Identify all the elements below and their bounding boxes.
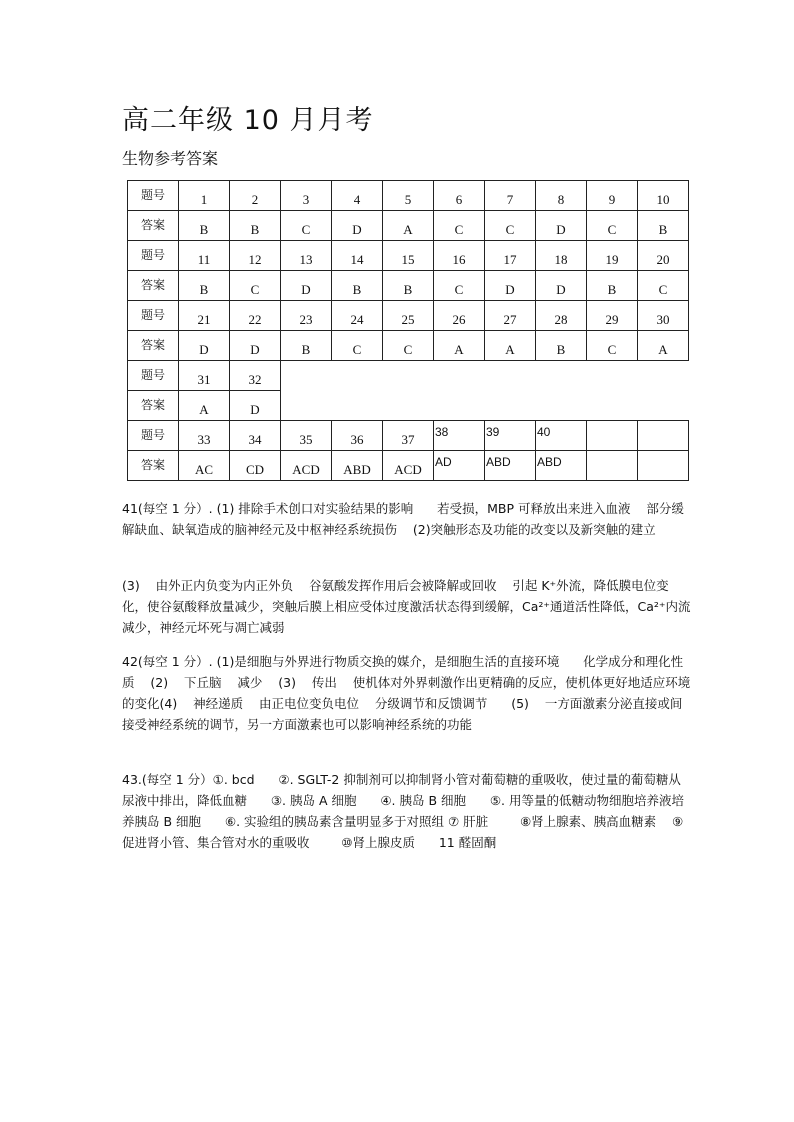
answer-table	[127, 180, 689, 481]
table-cell: B	[536, 331, 587, 361]
table-cell: B	[179, 271, 230, 301]
table-cell: 6	[434, 181, 485, 211]
table-cell: A	[485, 331, 536, 361]
table-cell: C	[230, 271, 281, 301]
table-cell: 40	[536, 421, 587, 451]
empty-cell	[536, 361, 587, 391]
empty-cell	[587, 361, 638, 391]
table-cell: D	[281, 271, 332, 301]
table-cell: B	[638, 211, 689, 241]
table-cell: ABD	[332, 451, 383, 481]
table-cell: C	[434, 271, 485, 301]
table-cell: ACD	[281, 451, 332, 481]
table-cell: 31	[179, 361, 230, 391]
row-label: 答案	[128, 271, 179, 301]
table-cell: 15	[383, 241, 434, 271]
row-label: 题号	[128, 301, 179, 331]
table-cell: B	[383, 271, 434, 301]
table-cell: 10	[638, 181, 689, 211]
table-cell: 23	[281, 301, 332, 331]
table-cell: 24	[332, 301, 383, 331]
table-row	[128, 331, 689, 361]
table-cell: A	[383, 211, 434, 241]
table-cell	[638, 451, 689, 481]
table-cell: AD	[434, 451, 485, 481]
table-cell: 32	[230, 361, 281, 391]
empty-cell	[332, 391, 383, 421]
table-cell: 8	[536, 181, 587, 211]
table-cell: 27	[485, 301, 536, 331]
table-row	[128, 451, 689, 481]
table-cell: 11	[179, 241, 230, 271]
table-cell: 4	[332, 181, 383, 211]
table-cell	[587, 421, 638, 451]
table-cell: 30	[638, 301, 689, 331]
table-cell: D	[179, 331, 230, 361]
table-cell: 14	[332, 241, 383, 271]
table-cell: 3	[281, 181, 332, 211]
table-cell: D	[230, 391, 281, 421]
empty-cell	[383, 361, 434, 391]
empty-cell	[383, 391, 434, 421]
row-label: 答案	[128, 451, 179, 481]
table-cell: C	[587, 211, 638, 241]
row-label: 题号	[128, 421, 179, 451]
table-cell: C	[332, 331, 383, 361]
empty-cell	[485, 391, 536, 421]
table-cell: 5	[383, 181, 434, 211]
table-cell: B	[281, 331, 332, 361]
table-cell: 13	[281, 241, 332, 271]
empty-cell	[434, 391, 485, 421]
row-label: 答案	[128, 391, 179, 421]
answer-41-part1: 41(每空 1 分）. (1) 排除手术创口对实验结果的影响 若受损，MBP 可释放出来进入血液 部分缓解缺血、缺氧造成的脑神经元及中枢神经系统损伤 (2)突触形态及功能的改变以及新突触的建立	[122, 501, 684, 537]
table-cell: ABD	[485, 451, 536, 481]
table-cell: C	[383, 331, 434, 361]
table-cell: AC	[179, 451, 230, 481]
answer-41-part2: (3) 由外正内负变为内正外负 谷氨酸发挥作用后会被降解或回收 引起 K⁺外流，降低膜电位变化，使谷氨酸释放量减少，突触后膜上相应受体过度激活状态得到缓解，Ca²⁺通道活性降低，Ca²⁺内流减少，神经元坏死与凋亡减弱	[122, 578, 691, 635]
table-cell: 7	[485, 181, 536, 211]
table-cell: 18	[536, 241, 587, 271]
table-cell: C	[281, 211, 332, 241]
table-cell: 35	[281, 421, 332, 451]
table-cell: 26	[434, 301, 485, 331]
empty-cell	[281, 391, 332, 421]
table-cell	[638, 421, 689, 451]
empty-cell	[587, 391, 638, 421]
table-cell: D	[485, 271, 536, 301]
empty-cell	[485, 361, 536, 391]
table-cell: 19	[587, 241, 638, 271]
table-cell: B	[230, 211, 281, 241]
table-cell: 22	[230, 301, 281, 331]
table-cell: CD	[230, 451, 281, 481]
table-row	[128, 211, 689, 241]
table-cell: D	[536, 211, 587, 241]
table-cell	[587, 451, 638, 481]
table-cell: A	[179, 391, 230, 421]
table-cell: 29	[587, 301, 638, 331]
page-title: 高二年级 10 月月考	[122, 105, 374, 136]
table-cell: 39	[485, 421, 536, 451]
table-row	[128, 391, 689, 421]
table-cell: C	[587, 331, 638, 361]
table-row	[128, 241, 689, 271]
table-cell: 38	[434, 421, 485, 451]
table-cell: D	[230, 331, 281, 361]
page-subtitle: 生物参考答案	[122, 149, 219, 168]
row-label: 题号	[128, 241, 179, 271]
empty-cell	[536, 391, 587, 421]
table-cell: 33	[179, 421, 230, 451]
table-cell: 20	[638, 241, 689, 271]
table-cell: B	[179, 211, 230, 241]
table-cell: 36	[332, 421, 383, 451]
empty-cell	[281, 361, 332, 391]
table-row	[128, 271, 689, 301]
table-row	[128, 361, 689, 391]
table-cell: 25	[383, 301, 434, 331]
row-label: 答案	[128, 211, 179, 241]
table-cell: 12	[230, 241, 281, 271]
answer-43: 43.(每空 1 分）①. bcd ②. SGLT-2 抑制剂可以抑制肾小管对葡萄糖的重吸收，使过量的葡萄糖从尿液中排出，降低血糖 ③. 胰岛 A 细胞 ④. 胰岛 B 细胞 ⑤. 用等量的低糖动物细胞培养液培养胰岛 B 细胞 ⑥. 实验组的胰岛素含量明显多于对照组 ⑦ 肝脏 ⑧肾上腺素、胰高血糖素 ⑨促进肾小管、集合管对水的重吸收 ⑩肾上腺皮质 11 醛固酮	[122, 772, 685, 850]
table-cell: 9	[587, 181, 638, 211]
table-cell: C	[434, 211, 485, 241]
table-cell: 2	[230, 181, 281, 211]
table-cell: 17	[485, 241, 536, 271]
table-row	[128, 301, 689, 331]
empty-cell	[332, 361, 383, 391]
table-cell: ABD	[536, 451, 587, 481]
table-cell: B	[332, 271, 383, 301]
table-cell: 34	[230, 421, 281, 451]
table-cell: C	[638, 271, 689, 301]
table-cell: 21	[179, 301, 230, 331]
table-cell: 1	[179, 181, 230, 211]
empty-cell	[638, 391, 689, 421]
table-cell: B	[587, 271, 638, 301]
row-label: 题号	[128, 361, 179, 391]
table-cell: D	[536, 271, 587, 301]
empty-cell	[638, 361, 689, 391]
row-label: 题号	[128, 181, 179, 211]
table-cell: 37	[383, 421, 434, 451]
table-cell: A	[638, 331, 689, 361]
empty-cell	[434, 361, 485, 391]
table-row	[128, 181, 689, 211]
answer-42: 42(每空 1 分）. (1)是细胞与外界进行物质交换的媒介，是细胞生活的直接环境 化学成分和理化性质 (2) 下丘脑 减少 (3) 传出 使机体对外界刺激作出更精确的反应，使机体更好地适应环境的变化(4) 神经递质 由正电位变负电位 分级调节和反馈调节 (5) 一方面激素分泌直接或间接受神经系统的调节，另一方面激素也可以影响神经系统的功能	[122, 654, 691, 732]
table-cell: 16	[434, 241, 485, 271]
table-cell: C	[485, 211, 536, 241]
table-cell: D	[332, 211, 383, 241]
table-row	[128, 421, 689, 451]
table-cell: ACD	[383, 451, 434, 481]
table-cell: 28	[536, 301, 587, 331]
row-label: 答案	[128, 331, 179, 361]
table-cell: A	[434, 331, 485, 361]
